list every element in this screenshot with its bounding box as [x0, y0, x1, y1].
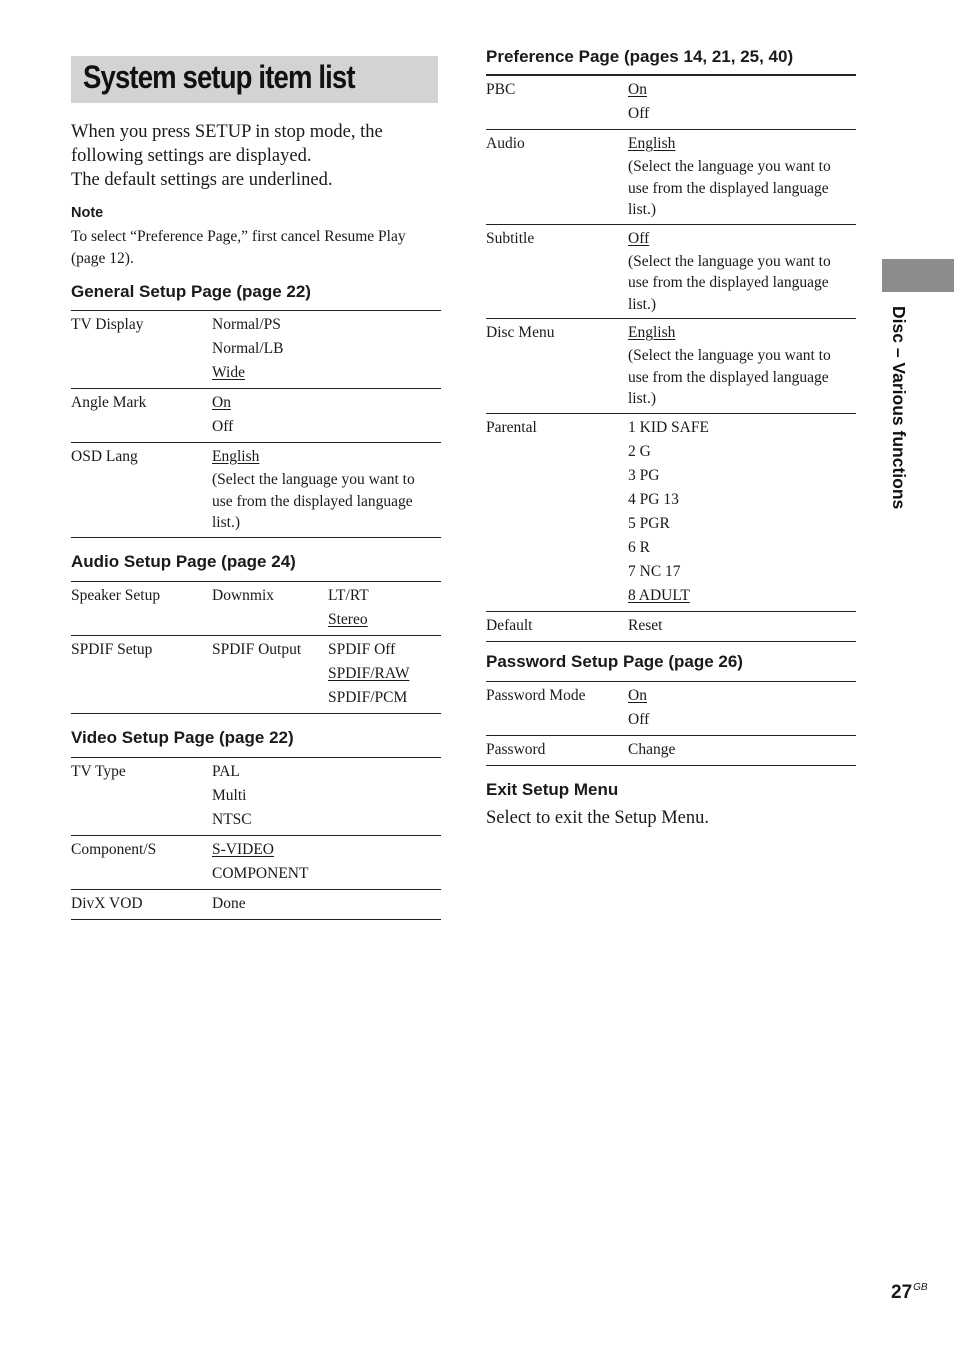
option-value: Off — [628, 711, 650, 728]
option-description: (Select the language you want to use from the displayed language list.) — [212, 471, 415, 531]
default-option-value: 8 ADULT — [628, 586, 690, 604]
table-row — [486, 736, 856, 765]
table-row — [71, 443, 441, 537]
page-number-suffix: GB — [913, 1282, 928, 1293]
general-setup-table — [71, 310, 441, 538]
option-value: 6 R — [628, 538, 650, 556]
table-row — [486, 612, 856, 641]
video-setup-table — [71, 757, 441, 920]
intro-line: When you press SETUP in stop mode, the — [71, 122, 383, 142]
option-value: SPDIF/PCM — [328, 689, 408, 706]
section-tab-marker — [882, 259, 954, 292]
default-option-value: S-VIDEO — [212, 841, 274, 858]
audio-setup-table — [71, 581, 441, 714]
table-row — [71, 582, 441, 636]
table-row — [486, 682, 856, 736]
table-row — [71, 311, 441, 389]
row-label: Parental — [486, 418, 537, 436]
option-value: Normal/PS — [212, 316, 281, 333]
default-option-value: On — [628, 687, 647, 704]
video-setup-heading: Video Setup Page (page 22) — [71, 728, 294, 747]
general-setup-heading: General Setup Page (page 22) — [71, 282, 311, 301]
exit-setup-text: Select to exit the Setup Menu. — [486, 808, 709, 828]
exit-setup-heading: Exit Setup Menu — [486, 780, 619, 799]
row-label: Password — [486, 741, 546, 758]
row-label: Disc Menu — [486, 324, 555, 341]
password-setup-heading: Password Setup Page (page 26) — [486, 652, 743, 671]
table-row — [71, 836, 441, 890]
option-description: (Select the language you want to use from the displayed language list.) — [628, 347, 831, 407]
option-value: Multi — [212, 787, 247, 804]
page-number-value: 27 — [891, 1282, 913, 1303]
intro-line: following settings are displayed. — [71, 146, 312, 166]
row-label: Angle Mark — [71, 394, 147, 411]
preference-page-heading: Preference Page (pages 14, 21, 25, 40) — [486, 47, 794, 66]
default-option-value: On — [628, 81, 647, 98]
default-option-value: Wide — [212, 364, 245, 381]
table-row — [486, 319, 856, 414]
row-label: SPDIF Setup — [71, 641, 153, 658]
row-label: TV Type — [71, 763, 126, 780]
option-value: Normal/LB — [212, 340, 284, 357]
option-value: Off — [628, 105, 650, 122]
default-option-value: English — [628, 324, 676, 341]
option-value: Reset — [628, 616, 663, 634]
table-row — [71, 389, 441, 443]
option-value: PAL — [212, 763, 240, 780]
note-heading: Note — [71, 205, 104, 221]
default-option-value: On — [212, 394, 231, 411]
option-value: NTSC — [212, 811, 252, 828]
default-option-value: Off — [628, 229, 650, 247]
option-description: (Select the language you want to use from the displayed language list.) — [628, 252, 831, 313]
option-value: COMPONENT — [212, 865, 309, 882]
row-label: OSD Lang — [71, 448, 138, 465]
table-row — [486, 130, 856, 225]
table-row — [486, 414, 856, 612]
option-value: Off — [212, 418, 234, 435]
table-row — [71, 636, 441, 713]
default-option-value: Stereo — [328, 611, 368, 628]
option-value: 5 PGR — [628, 514, 670, 532]
row-label: Password Mode — [486, 687, 586, 704]
option-value: LT/RT — [328, 587, 369, 604]
page-title: System setup item list — [83, 59, 355, 95]
option-description: (Select the language you want to use from the displayed language list.) — [628, 158, 831, 218]
intro-text — [71, 120, 451, 192]
default-option-value: English — [212, 448, 260, 465]
row-label: Audio — [486, 135, 525, 152]
page-title-box — [71, 56, 438, 103]
default-option-value: SPDIF/RAW — [328, 665, 410, 682]
section-side-label — [888, 306, 918, 546]
option-value: 7 NC 17 — [628, 562, 681, 580]
row-label: Speaker Setup — [71, 587, 161, 604]
page-number — [891, 1282, 928, 1304]
table-row — [71, 890, 441, 919]
default-option-value: English — [628, 135, 676, 152]
section-side-label-text: Disc – Various functions — [889, 306, 909, 510]
option-value: Change — [628, 741, 676, 758]
note-text: To select “Preference Page,” first cancel Resume Play (page 12). — [71, 228, 406, 267]
row-label: Component/S — [71, 841, 157, 858]
table-row — [71, 758, 441, 836]
table-row — [486, 225, 856, 320]
row-label: TV Display — [71, 316, 144, 333]
table-row — [486, 76, 856, 130]
password-setup-table — [486, 681, 856, 766]
row-sublabel: SPDIF Output — [212, 641, 302, 658]
row-label: DivX VOD — [71, 895, 143, 912]
option-value: 1 KID SAFE — [628, 418, 709, 436]
row-label: PBC — [486, 81, 516, 98]
intro-line: The default settings are underlined. — [71, 170, 333, 190]
option-value: 4 PG 13 — [628, 490, 679, 508]
option-value: 3 PG — [628, 466, 660, 484]
row-sublabel: Downmix — [212, 587, 274, 604]
preference-page-table — [486, 74, 856, 642]
row-label: Default — [486, 616, 533, 634]
audio-setup-heading: Audio Setup Page (page 24) — [71, 552, 296, 571]
option-value: 2 G — [628, 442, 651, 460]
option-value: Done — [212, 895, 246, 912]
row-label: Subtitle — [486, 229, 535, 247]
option-value: SPDIF Off — [328, 641, 396, 658]
